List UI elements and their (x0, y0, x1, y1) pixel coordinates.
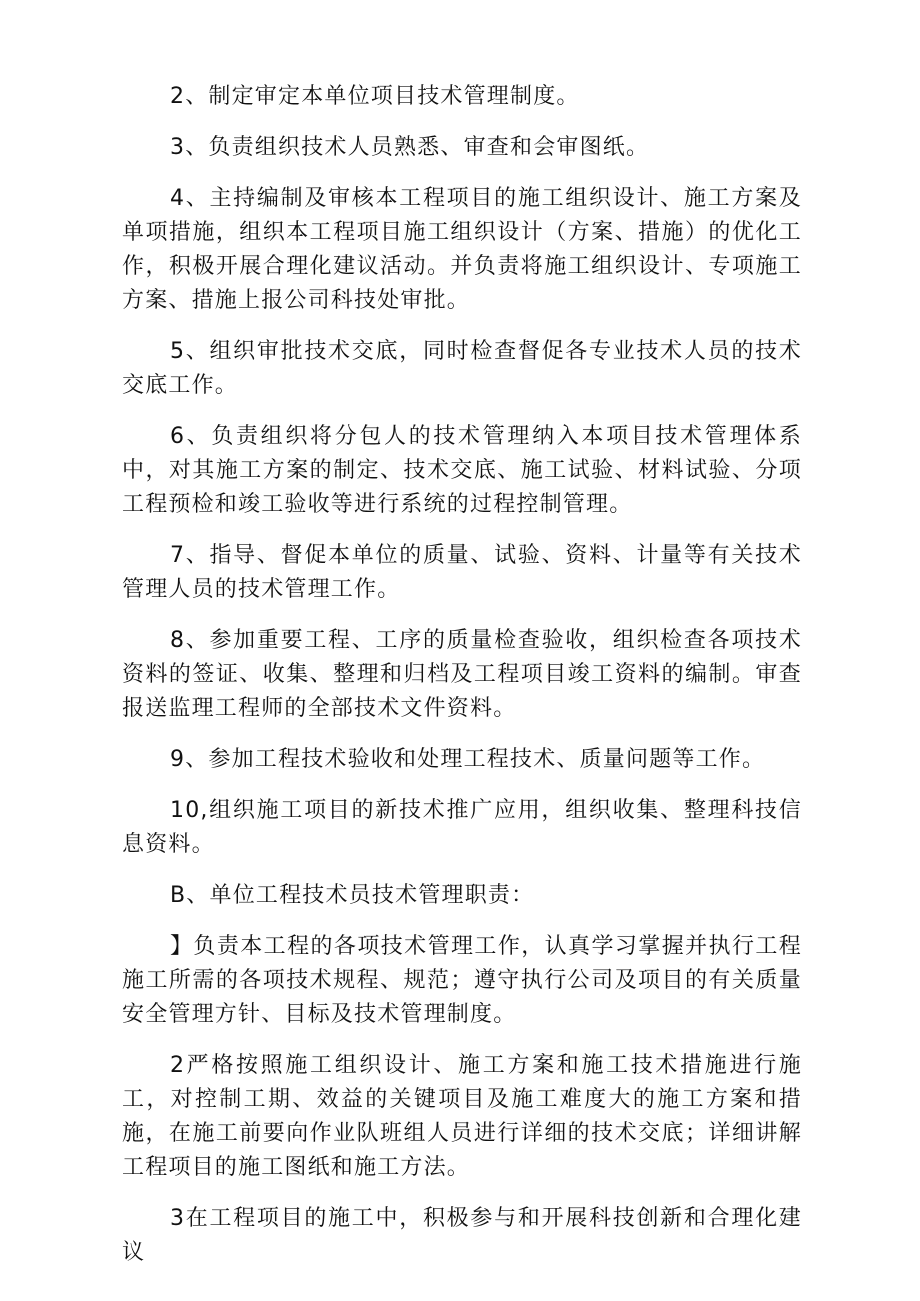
section-heading-b: B、单位工程技术员技术管理职责： (170, 883, 535, 908)
paragraph-item-9: 9、参加工程技术验收和处理工程技术、质量问题等工作。 (170, 747, 766, 772)
paragraph-item-3: 3、负责组织技术人员熟悉、审查和会审图纸。 (170, 135, 650, 160)
paragraph-item-7: 7、指导、督促本单位的质量、试验、资料、计量等有关技术管理人员的技术管理工作。 (122, 543, 802, 602)
paragraph-item-2: 2、制定审定本单位项目技术管理制度。 (170, 84, 580, 109)
paragraph-item-10: 10,组织施工项目的新技术推广应用，组织收集、整理科技信息资料。 (122, 798, 802, 857)
document-body (122, 80, 802, 1287)
paragraph-item-5: 5、组织审批技术交底，同时检查督促各专业技术人员的技术交底工作。 (122, 339, 802, 398)
duty-item-1: 】负责本工程的各项技术管理工作，认真学习掌握并执行工程施工所需的各项技术规程、规范；遵守执行公司及项目的有关质量安全管理方针、目标及技术管理制度。 (122, 934, 802, 1027)
paragraph-item-4: 4、主持编制及审核本工程项目的施工组织设计、施工方案及单项措施，组织本工程项目施工组织设计（方案、措施）的优化工作，积极开展合理化建议活动。并负责将施工组织设计、专项施工方案、措施上报公司科技处审批。 (122, 186, 802, 313)
paragraph-item-6: 6、负责组织将分包人的技术管理纳入本项目技术管理体系中，对其施工方案的制定、技术交底、施工试验、材料试验、分项工程预检和竣工验收等进行系统的过程控制管理。 (122, 424, 802, 517)
duty-item-3: 3在工程项目的施工中，积极参与和开展科技创新和合理化建议 (122, 1206, 802, 1265)
duty-item-2: 2严格按照施工组织设计、施工方案和施工技术措施进行施工，对控制工期、效益的关键项目及施工难度大的施工方案和措施，在施工前要向作业队班组人员进行详细的技术交底；详细讲解工程项目的施工图纸和施工方法。 (122, 1053, 802, 1180)
paragraph-item-8: 8、参加重要工程、工序的质量检查验收，组织检查各项技术资料的签证、收集、整理和归档及工程项目竣工资料的编制。审查报送监理工程师的全部技术文件资料。 (122, 628, 802, 721)
